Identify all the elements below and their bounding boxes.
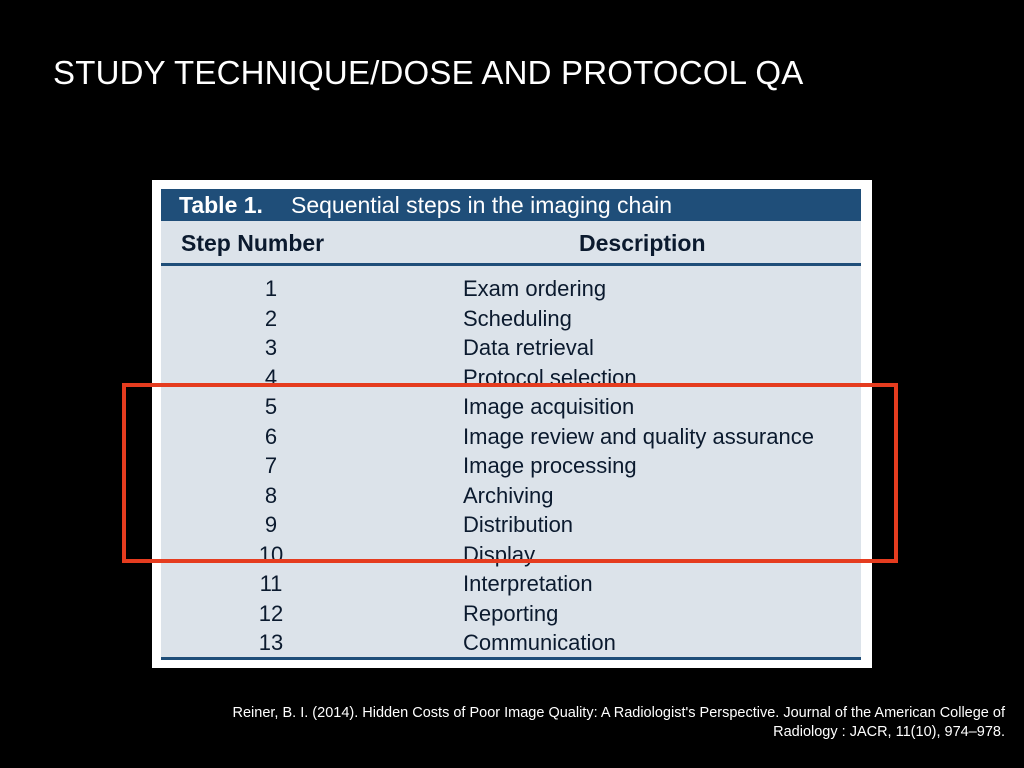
table-row	[161, 630, 861, 660]
header-step-number: Step Number	[181, 230, 325, 256]
table-caption-label: Table 1.	[179, 192, 263, 218]
table-row	[161, 335, 861, 365]
citation-line-1: Reiner, B. I. (2014). Hidden Costs of Poor Image Quality: A Radiologist's Perspective. Journal of the American College of	[232, 705, 1005, 721]
table-row	[161, 306, 861, 336]
citation	[185, 704, 1005, 742]
table-caption-text: Sequential steps in the imaging chain	[291, 192, 673, 218]
table-caption	[161, 189, 861, 221]
step-number: 12	[258, 600, 284, 626]
step-number: 6	[264, 423, 278, 449]
step-number: 8	[264, 482, 278, 508]
step-number: 5	[264, 394, 278, 419]
citation-line-2: Radiology : JACR, 11(10), 974–978.	[773, 724, 1005, 740]
slide-title: STUDY TECHNIQUE/DOSE AND PROTOCOL QA	[53, 54, 804, 91]
step-description: Data retrieval	[463, 335, 594, 360]
step-description: Communication	[463, 630, 616, 655]
step-description: Reporting	[463, 600, 559, 626]
step-description: Exam ordering	[463, 276, 607, 301]
header-description: Description	[579, 230, 706, 256]
step-number: 11	[259, 571, 283, 596]
step-number: 2	[264, 305, 278, 331]
step-description: Image processing	[463, 453, 637, 478]
table-row	[161, 571, 861, 601]
step-number: 10	[258, 541, 284, 567]
table-row	[161, 601, 861, 631]
step-description: Image review and quality assurance	[463, 423, 814, 449]
step-description: Protocol selection	[463, 364, 637, 390]
step-description: Archiving	[463, 482, 554, 508]
step-description: Distribution	[463, 512, 574, 537]
step-description: Interpretation	[463, 571, 593, 596]
step-number: 9	[264, 512, 278, 537]
step-number: 3	[264, 335, 278, 360]
step-number: 1	[264, 276, 278, 301]
step-description: Image acquisition	[463, 394, 635, 419]
highlight-box	[122, 383, 898, 563]
step-number: 13	[258, 630, 284, 655]
table-header-row	[161, 221, 861, 266]
step-number: 7	[264, 453, 278, 478]
step-description: Display	[463, 541, 536, 567]
step-description: Scheduling	[463, 305, 572, 331]
table-row	[161, 276, 861, 306]
step-number: 4	[264, 364, 278, 390]
